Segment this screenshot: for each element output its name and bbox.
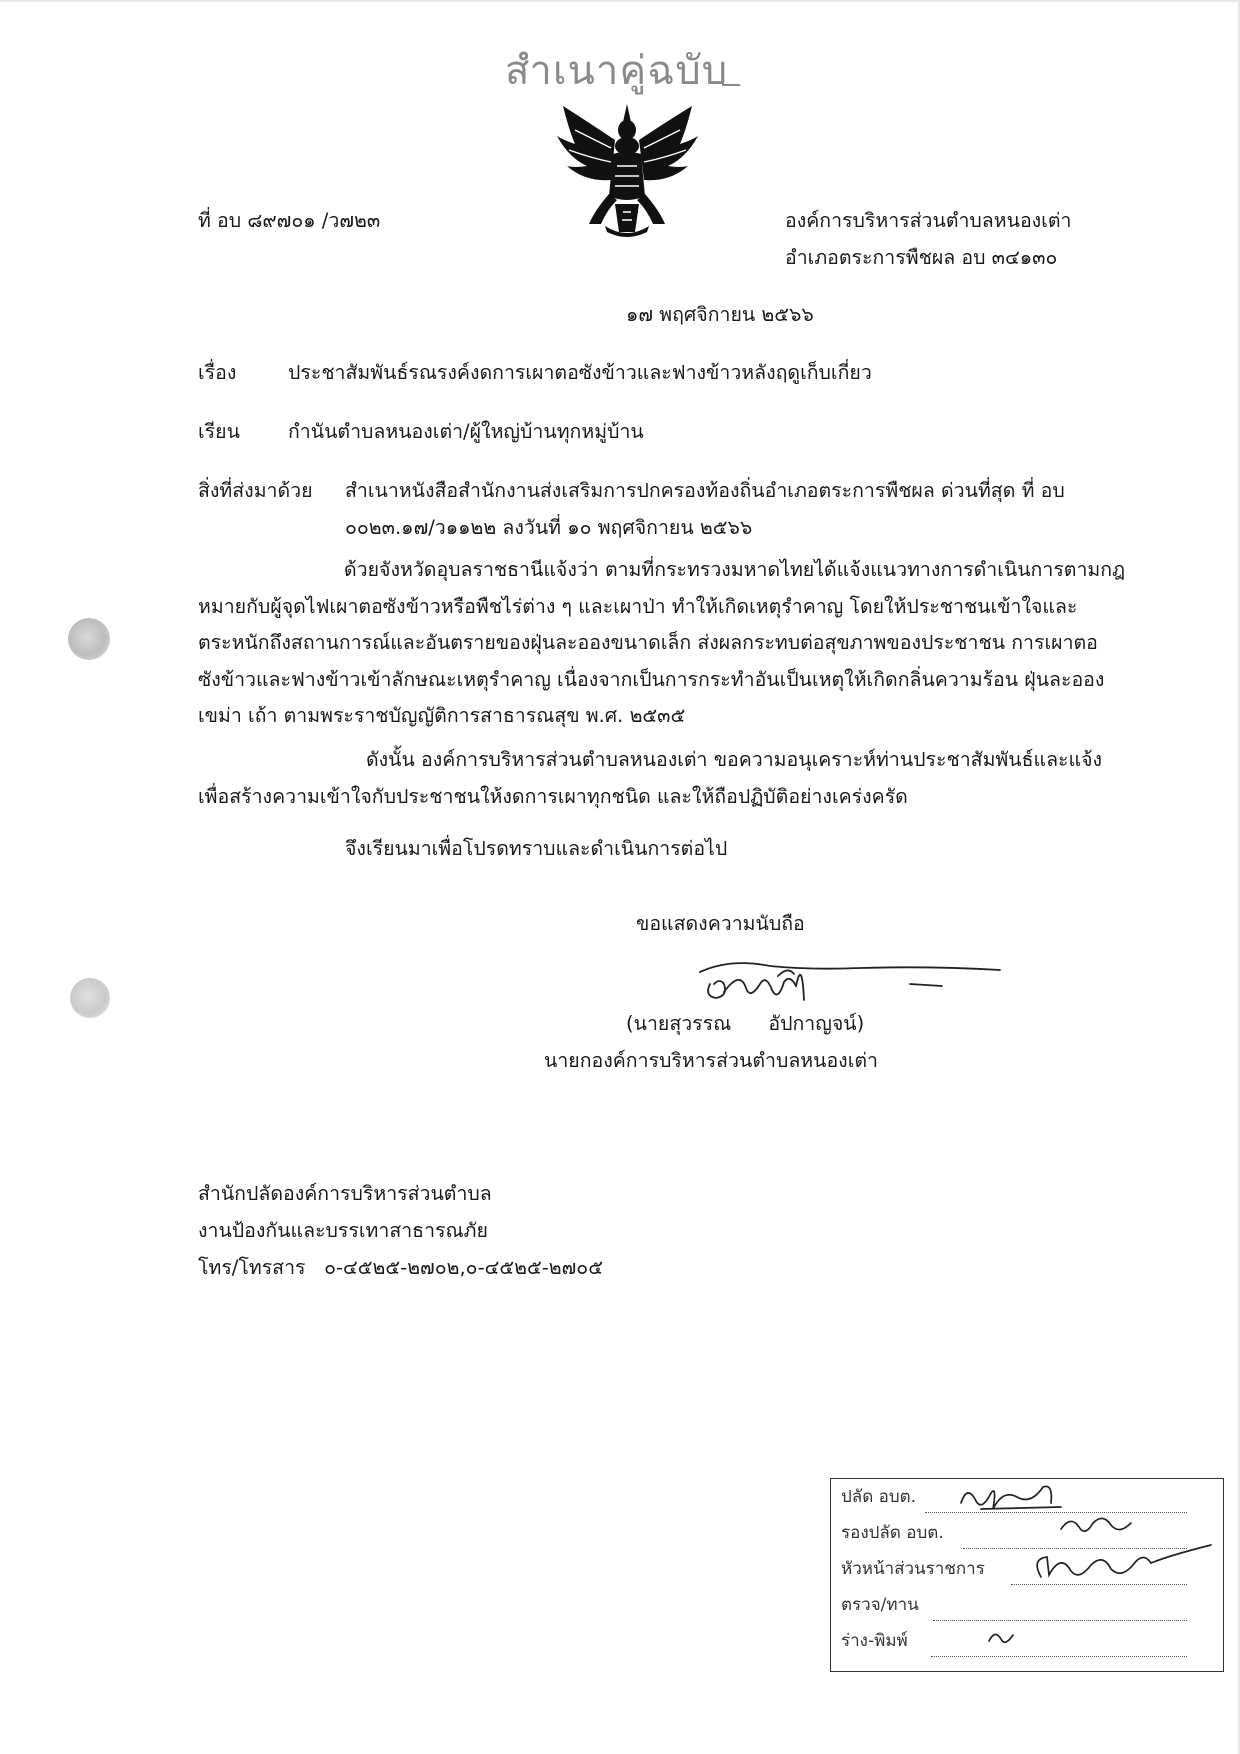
punch-hole-top: [68, 618, 110, 660]
document-number: ที่ อบ ๘๙๗๐๑ /ว๗๒๓: [198, 209, 381, 232]
approval-row-label: ตรวจ/ทาน: [841, 1595, 919, 1615]
signature-image: [680, 940, 1010, 1020]
body-line: เขม่า เถ้า ตามพระราชบัญญัติการสาธารณสุข พ.ศ. ๒๕๓๕: [198, 704, 686, 727]
enclosure-line-2: ๐๐๒๓.๑๗/ว๑๑๒๒ ลงวันที่ ๑๐ พฤศจิกายน ๒๕๖๖: [345, 516, 753, 539]
copy-stamp-underline: [722, 84, 740, 86]
closing-line: จึงเรียนมาเพื่อโปรดทราบและดำเนินการต่อไป: [345, 837, 728, 860]
body-paragraph-2: [198, 742, 1138, 815]
body-line: ซังข้าวและฟางข้าวเข้าลักษณะเหตุรำคาญ เนื่องจากเป็นการกระทำอันเป็นเหตุให้เกิดกลิ่นความร้อน ฝุ่นละออง: [198, 667, 1105, 691]
enclosure-line-1: สำเนาหนังสือสำนักงานส่งเสริมการปกครองท้องถิ่นอำเภอตระการพืชผล ด่วนที่สุด ที่ อบ: [345, 479, 1065, 502]
approval-initials: [921, 1479, 1221, 1669]
approval-row-label: ร่าง-พิมพ์: [841, 1631, 908, 1651]
footer-section: งานป้องกันและบรรเทาสาธารณภัย: [198, 1219, 488, 1242]
enclosure-label: สิ่งที่ส่งมาด้วย: [198, 479, 313, 502]
approval-row-label: รองปลัด อบต.: [841, 1523, 944, 1543]
document-date: ๑๗ พฤศจิกายน ๒๕๖๖: [626, 303, 814, 326]
body-line: เพื่อสร้างความเข้าใจกับประชาชนให้งดการเผาทุกชนิด และให้ถือปฏิบัติอย่างเคร่งครัด: [198, 784, 908, 808]
signer-title: นายกองค์การบริหารส่วนตำบลหนองเต่า: [544, 1049, 878, 1072]
punch-hole-bottom: [70, 978, 110, 1018]
body-line: ตระหนักถึงสถานการณ์และอันตรายของฝุ่นละอองขนาดเล็ก ส่งผลกระทบต่อสุขภาพของประชาชน การเผาตอ: [198, 631, 1098, 654]
body-line: หมายกับผู้จุดไฟเผาตอซังข้าวหรือพืชไร่ต่าง ๆ และเผาป่า ทำให้เกิดเหตุรำคาญ โดยให้ประชาชนเข้าใจและ: [198, 594, 1078, 618]
body-line: ด้วยจังหวัดอุบลราชธานีแจ้งว่า ตามที่กระทรวงมหาดไทยได้แจ้งแนวทางการดำเนินการตามกฎ: [344, 558, 1126, 581]
approval-row-label: ปลัด อบต.: [841, 1487, 917, 1507]
body-line: ดังนั้น องค์การบริหารส่วนตำบลหนองเต่า ขอความอนุเคราะห์ท่านประชาสัมพันธ์และแจ้ง: [366, 748, 1103, 771]
subject-label: เรื่อง: [198, 361, 237, 384]
garuda-emblem: [555, 100, 700, 240]
body-paragraph-1: [198, 552, 1138, 735]
copy-stamp: สำเนาคู่ฉบับ: [505, 48, 729, 94]
approval-row-label: หัวหน้าส่วนราชการ: [841, 1559, 985, 1579]
signer-name: (นายสุวรรณ อัปกาญจน์): [626, 1012, 865, 1035]
recipient-label: เรียน: [198, 420, 240, 443]
recipient-text: กำนันตำบลหนองเต่า/ผู้ใหญ่บ้านทุกหมู่บ้าน: [288, 420, 644, 443]
footer-office: สำนักปลัดองค์การบริหารส่วนตำบล: [198, 1182, 492, 1205]
regards-line: ขอแสดงความนับถือ: [636, 912, 805, 935]
organization-address: อำเภอตระการพืชผล อบ ๓๔๑๓๐: [785, 246, 1058, 269]
approval-stamp-box: [830, 1478, 1224, 1672]
organization-name: องค์การบริหารส่วนตำบลหนองเต่า: [785, 209, 1072, 232]
subject-text: ประชาสัมพันธ์รณรงค์งดการเผาตอซังข้าวและฟางข้าวหลังฤดูเก็บเกี่ยว: [288, 361, 872, 384]
footer-phone: โทร/โทรสาร ๐-๔๕๒๕-๒๗๐๒,๐-๔๕๒๕-๒๗๐๕: [198, 1256, 603, 1279]
